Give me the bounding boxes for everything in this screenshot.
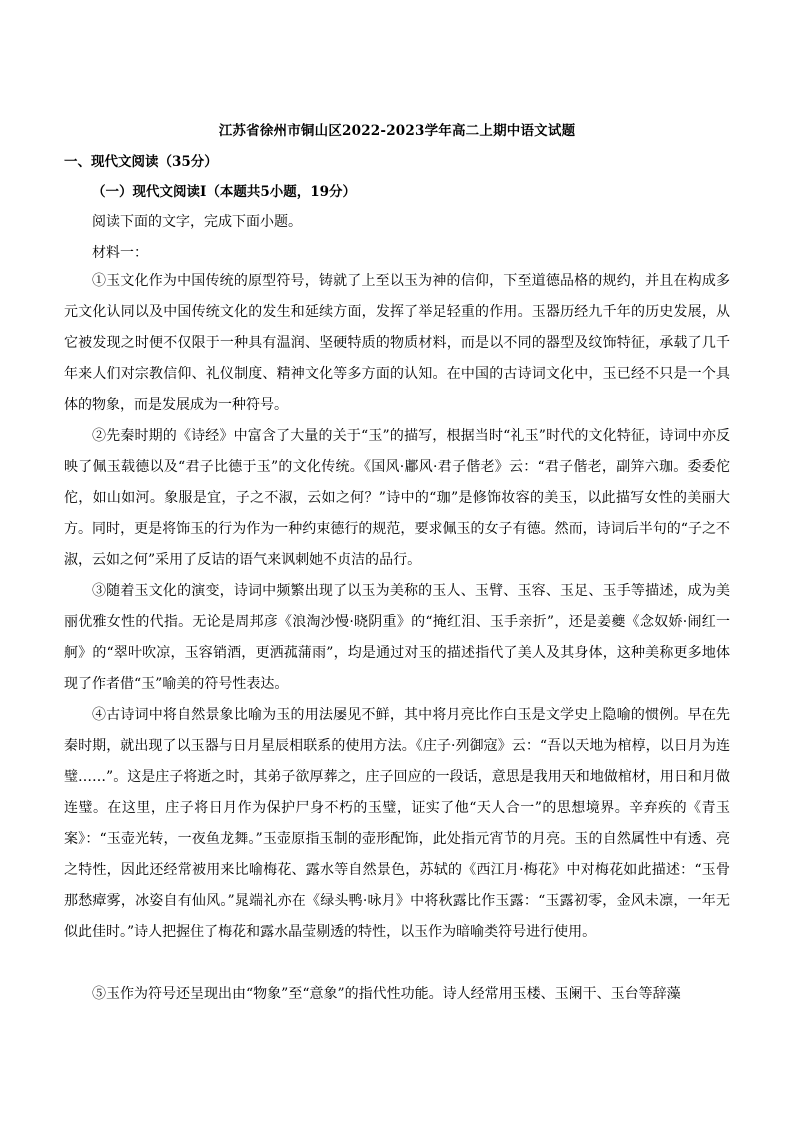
sub-heading: （一）现代文阅读Ⅰ（本题共5小题，19分）: [92, 184, 356, 200]
section-heading: 一、现代文阅读（35分）: [64, 154, 218, 170]
paragraph-3: ③随着玉文化的演变，诗词中频繁出现了以玉为美称的玉人、玉臂、玉容、玉足、玉手等描述，成为美丽优雅女性的代指。无论是周邦彦《浪淘沙慢·晓阴重》的“掩红泪、玉手亲折”，还是姜夔《念奴娇·闹红一舸》的“翠叶吹凉，玉容销酒，更洒菰蒲雨”，均是通过对玉的描述指代了美人及其身体，这种美称更多地体现了作者借“玉”喻美的符号性表达。: [64, 583, 730, 692]
paragraph-5: ⑤玉作为符号还呈现出由“物象”至“意象”的指代性功能。诗人经常用玉楼、玉阑干、玉台等辞藻: [92, 986, 681, 1002]
instruction-text: 阅读下面的文字，完成下面小题。: [92, 214, 302, 230]
paragraph-2: ②先秦时期的《诗经》中富含了大量的关于“玉”的描写，根据当时“礼玉”时代的文化特征，诗词中亦反映了佩玉载德以及“君子比德于玉”的文化传统。《国风·鄘风·君子偕老》云：“君子偕老，副笄六珈。委委佗佗，如山如河。象服是宜，子之不淑，云如之何？”诗中的“珈”是修饰妆容的美玉，以此描写女性的美丽大方。同时，更是将饰玉的行为作为一种约束德行的规范，要求佩玉的女子有德。然而，诗词后半句的“子之不淑，云如之何”采用了反诘的语气来讽刺她不贞洁的品行。: [64, 428, 730, 568]
document-title: 江苏省徐州市铜山区2022-2023学年高二上期中语文试题: [218, 123, 576, 139]
paragraph-4: ④古诗词中将自然景象比喻为玉的用法屡见不鲜，其中将月亮比作白玉是文学史上隐喻的惯例。早在先秦时期，就出现了以玉器与日月星辰相联系的使用方法。《庄子·列御寇》云：“吾以天地为棺椁，以日月为连璧……”。这是庄子将逝之时，其弟子欲厚葬之，庄子回应的一段话，意思是我用天和地做棺材，用日和月做连璧。在这里，庄子将日月作为保护尸身不朽的玉璧，证实了他“天人合一”的思想境界。辛弃疾的《青玉案》：“玉壶光转，一夜鱼龙舞。”玉壶原指玉制的壶形配饰，此处指元宵节的月亮。玉的自然属性中有透、亮之特性，因此还经常被用来比喻梅花、露水等自然景色，苏轼的《西江月·梅花》中对梅花如此描述：“玉骨那愁瘴雾，冰姿自有仙风。”晁端礼亦在《绿头鸭·咏月》中将秋露比作玉露：“玉露初零，金风未凛，一年无似此佳时。”诗人把握住了梅花和露水晶莹剔透的特性，以玉作为暗喻类符号进行使用。: [64, 707, 730, 940]
material-label: 材料一：: [92, 245, 148, 261]
paragraph-1: ①玉文化作为中国传统的原型符号，铸就了上至以玉为神的信仰，下至道德品格的规约，并且在构成多元文化认同以及中国传统文化的发生和延续方面，发挥了举足轻重的作用。玉器历经九千年的历史发展，从它被发现之时便不仅限于一种具有温润、坚硬特质的物质材料，而是以不同的器型及纹饰特征，承载了几千年来人们对宗教信仰、礼仪制度、精神文化等多方面的认知。在中国的古诗词文化中，玉已经不只是一个具体的物象，而是发展成为一种符号。: [64, 273, 730, 413]
